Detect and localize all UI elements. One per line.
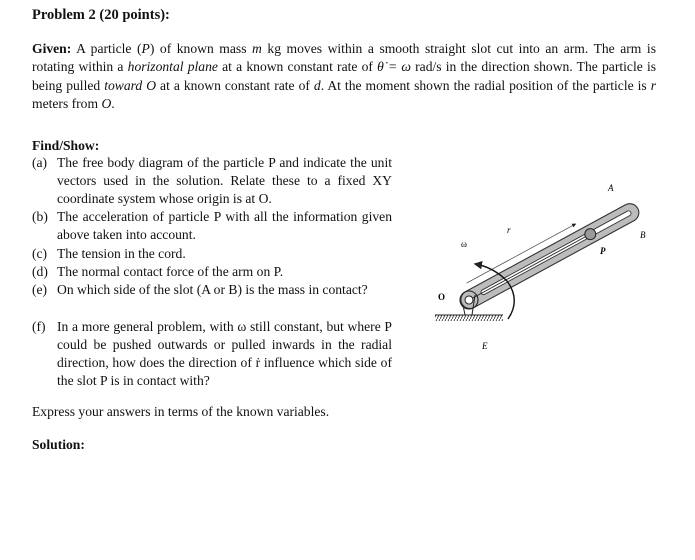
item-label: (a) [32,155,48,170]
given-var-p: P [141,41,150,56]
omega-label: ω [461,239,467,249]
given-label: Given: [32,41,72,56]
item-text: The free body diagram of the particle P and indicate the unit vectors used in the solution. Relate these to a fixed XY coordinate system whose origin is at O. [57,155,392,206]
find-item-f [32,318,392,390]
item-label: (e) [32,282,48,297]
given-text-1: A particle ( [76,41,142,56]
find-show-heading: Find/Show: [32,138,100,153]
label-o: O [438,292,446,302]
given-var-o-2: O [101,95,112,111]
item-label: (c) [32,246,48,261]
label-e: E [482,341,488,351]
find-item-d [32,263,392,281]
label-a: A [608,183,614,193]
find-item-c [32,245,392,263]
given-var-o: O [146,77,157,93]
item-text: On which side of the slot (A or B) is the mass in contact? [57,282,368,297]
find-item-b [32,208,392,244]
given-paragraph [32,40,656,113]
slotted-arm-figure [425,175,665,360]
item-label: (b) [32,209,48,224]
item-label: (d) [32,264,48,279]
problem-title: Problem 2 (20 points): [32,7,170,23]
given-text-4: at a known constant rate of [217,59,378,75]
given-text-8: . At the moment shown the radial position of the particle is [320,77,651,93]
item-text: The acceleration of particle P with all the information given above taken into account. [57,209,392,242]
label-p: P [600,246,606,256]
express-instruction: Express your answers in terms of the known variables. [32,404,330,419]
item-text: The tension in the cord. [57,246,186,261]
r-label: r [507,225,511,235]
given-text-5: rad/s in the direction shown. The particle is being pulled [32,59,657,93]
given-var-m: m [252,41,262,56]
item-text: The normal contact force of the arm on P. [57,264,284,279]
item-text: In a more general problem, with ω still constant, but where P could be pushed outwards or pulled inwards in the radial direction, how does the direction of ṙ influence which side of the slot P is in contact with? [57,319,392,388]
find-item-a [32,154,392,208]
given-toward: toward [104,77,143,93]
given-text-3: kg moves within a smooth straight slot cut into an arm. The arm is rotating within a [32,41,656,75]
given-text-2: ) of known mass [149,41,253,56]
ground-hatch [435,315,503,321]
given-text-9: meters from [32,95,102,111]
given-theta-dot: θ̇ = ω [377,59,411,75]
find-item-e [32,281,392,299]
solution-heading: Solution: [32,437,85,452]
label-b: B [640,230,646,240]
given-var-d: d [313,77,321,93]
given-var-r: r [650,77,656,93]
given-text-7: at a known constant rate of [156,77,314,93]
item-label: (f) [32,319,46,334]
given-text-10: . [111,95,115,111]
rotating-arm [454,194,642,311]
given-horizontal-plane: horizontal plane [127,59,218,75]
